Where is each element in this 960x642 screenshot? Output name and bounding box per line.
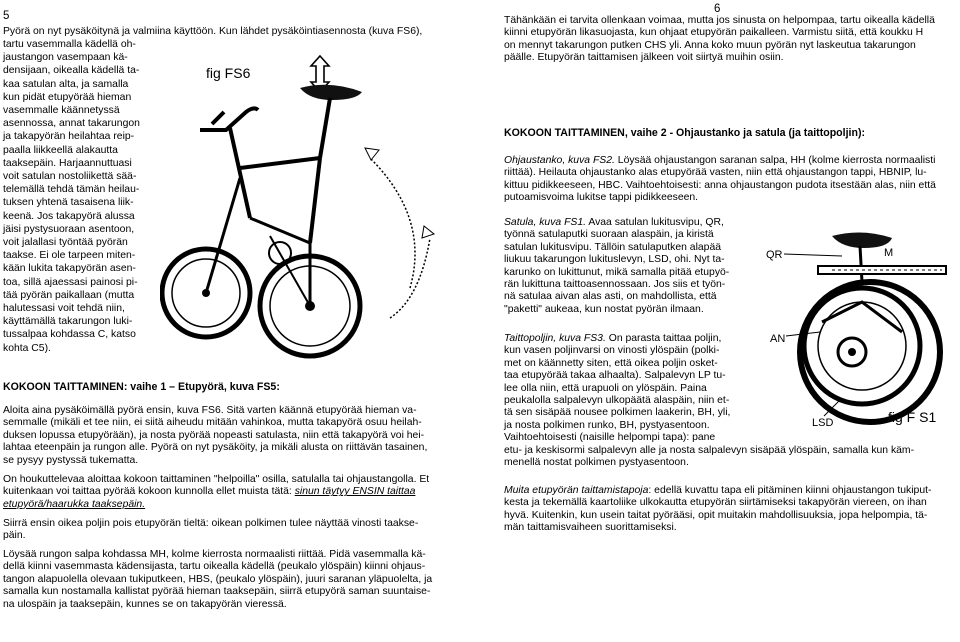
text-line: rän lukittuna taittoasennossaan. Jos siis et työn- [504,279,726,291]
text-line: dellä kiinni vasemmasta kädensijasta, tartu oikealla kädellä (peukalo ylöspäin) kiinni ohjaus- [3,561,426,573]
text-line: päin. [3,530,26,542]
text-line: kun pidät etupyörää hieman [3,91,132,103]
text-line: tä sen sisäpää nousee polkimen laakerin, BH, yli, [504,407,731,419]
text-line: voit jalallasi työntää pyörän [3,237,128,249]
text-line: keenä. Jos takapyörä alussa [3,210,135,222]
text-line: jaustangon vasempaan kä- [3,52,128,64]
text-line: hyvä. Kuitenkin, kun usein taitat pyörääsi, opit muitakin mahdollisuuksia, jopa helpompia, tä- [504,509,928,521]
text-line: etu- ja keskisormi salpalevyn alle ja nosta salpalevyn sisäpää ylöspäin, samalla kun käm- [504,445,915,456]
text-line: met on käännetty siten, että oikea poljin osket- [504,357,718,369]
paragraph-right-pedal [3,518,418,543]
paragraph-line [3,499,429,511]
text-line: työnnä satulaputki suoraan alaspäin, ja kiristä [504,229,714,241]
page-number-left: 5 [3,10,10,22]
figure-label-fs1: fig F S1 [888,409,937,425]
text-line: tartu vasemmalla kädellä oh- [3,39,136,50]
swing-arrow-icon [370,158,415,288]
text-line: jäisi pystysuoraan asentoon, [3,223,135,235]
saddle-icon [300,85,362,100]
heading-step-2: KOKOON TAITTAMINEN, vaihe 2 - Ohjaustanko ja satula (ja taittopoljin): [504,127,865,139]
paragraph-other-methods: Muita etupyörän taittamistapoja: edellä kuvattu tapa eli pitäminen kiinni ohjaustangon tukiput- kesta ja tekemällä kaartoliike ulkokautta etupyörän siirtämiseksi takapyörän viereen, on ihan hyvä. Kuitenkin, kun usein taitat pyörääsi, opit muitakin mahdollisuuksia, jopa helpompia, tä- män taittamisvaiheen suorittamiseksi. [504,485,932,534]
figure-label-fs6: fig FS6 [206,65,251,81]
text-line: kaa satulan alta, ja samalla [3,78,129,90]
text-line: on mennyt takarungon putken CHS yli. Anna koko muun pyörän nyt laskeutua takarungon [504,39,916,51]
text-line: Vaihtoehtoisesti (naisille helpompi tapa): pane [504,432,716,444]
page-number-right: 6 [714,3,721,15]
bike-figure-fs6 [160,48,450,370]
text-line: vasemmalle käännetyssä [3,105,120,117]
paragraph-release-frame [3,549,432,611]
text-line: karunko on lukittunut, mikä samalla pitää etupyö- [504,266,730,278]
text-line: taakse. Ei ole tarpeen miten- [3,250,136,262]
text-line: Siirrä ensin oikea poljin pois etupyörän tieltä: oikean polkimen tulee näyttää vinosti taakse- [3,518,419,529]
paragraph-no-force [504,15,935,65]
subheading-other-methods: Muita etupyörän taittamistapoja [504,485,649,496]
text-line: ja nosta polkimen runko, BH, pystyasentoon. [504,419,710,431]
left-intro-line: Pyörä on nyt pysäköitynä ja valmiina käyttöön. Kun lähdet pysäköintiasennosta (kuva FS6), [3,26,423,37]
text-line: Aloita aina pysäköimällä pyörä ensin, kuva FS6. Sitä varten käännä etupyörää hieman va- [3,405,417,416]
text-line: lahtaa eteenpäin ja rungon alle. Pyörä on nyt pysäköity, ja mikäli alusta on riittävän tasainen, [3,442,428,454]
bike-figure-fs1 [762,222,958,432]
paragraph-handlebar: Ohjaustanko, kuva FS2. Löysää ohjaustangon saranan salpa, HH (kolme kierrosta normaalisti riittää). Heilauta ohjaustanko alas etupyörää vasten, niin että ohjaustangon tappi, HBNIP, lu- kittuu pidikkeeseen, HBC. Vaihtoehtoisesti: anna ohjaustangon pudota itsestään alas, niin että putoamisvoima lukitse tappi pidikkeeseen. [504,155,936,204]
text-line: taaksepäin. Harjaannuttuasi [3,157,132,169]
text-line: käyttämällä takarungon luki- [3,316,133,328]
subheading-saddle: Satula, kuva FS1. [504,217,587,228]
paragraph-pedal-continued [504,445,914,470]
callout-m: M [884,247,894,259]
text-line: asennossa, annat takarungon [3,118,140,130]
text-line: toa, sillä ajaessasi painosi pi- [3,276,138,288]
text-line: tää pyörän paikallaan (mutta [3,289,135,301]
text-line: menellä nostat polkimen pystyasentoon. [504,457,689,469]
text-line: kohta C5). [3,342,51,354]
text-line: taa etupyörää takaa alhaalta). Salpalevyn LP tu- [504,370,726,382]
text-line: satulan lukitusvipu. Tällöin satulaputken alapää [504,241,722,253]
text-line: liukuu takarungon lukituslevyn, LSD, ohi. Nyt ta- [504,254,725,266]
paragraph-park-first [3,405,427,467]
saddle-icon [832,232,892,248]
text-line: kun vasen poljinvarsi on vinosti ylöspäin (polki- [504,345,720,357]
subheading-handlebar: Ohjaustanko, kuva FS2. [504,155,615,166]
text-line: telemällä tehdä tämän heilau- [3,184,140,196]
text-line: päälle. Etupyörän taittamisen jälkeen voit siirtyä muihin osiin. [504,52,784,64]
text-line: duksen lopussa etupyörään), ja nosta pyörää nopeasti satulasta, niin että takapyörä voi hei- [3,429,425,441]
paragraph-pedal: Taittopoljin, kuva FS3. On parasta taittaa poljin, kun vasen poljinvarsi on vinosti ylöspäin (polki- met on käännetty siten, että oikea poljin osket- taa etupyörää takaa alhaalta). Salpalevyn LP tu- lee olla niin, että urapuoli on ylöspäin. Paina peukalolla salpalevyn ulkopäätä alaspäin, niin et- tä sen sisäpää nousee polkimen laakerin, BH, yli, ja nosta polkimen runko, BH, pystyasentoon. Vaihtoehtoisesti (naisille helpompi tapa): pane [504,333,774,445]
paragraph-line: On houkuttelevaa aloittaa kokoon taittaminen "helpoilla" osilla, satulalla tai ohjaustangolla. Et [3,474,430,485]
text-line: män taittamisvaiheen suorittamiseksi. [504,522,677,534]
paragraph-line: kuitenkaan voi taittaa pyörää kokoon kunnolla ellet muista tätä: sinun täytyy ENSIN taittaa [3,486,416,498]
callout-an: AN [770,333,786,345]
text-line: na ulospäin ja taaksepäin, kunnes se on takapyörän vieressä. [3,598,287,610]
text-line: nä satulaa aivan alas asti, on mahdollista, että [504,291,717,303]
text-line: semmalle (mikäli et tee niin, ei siitä aiheudu mitään vahinkoa, mutta takapyörä osuu heilah- [3,417,422,429]
text-line: kiinni etupyörän likasuojasta, kun ohjaat etupyörän paikalleen. Varmistu siitä, että koukku H [504,27,924,39]
paragraph-tempting [3,474,429,511]
text-line: se pysyy pystyssä tukematta. [3,454,139,466]
text-line: tussalpaa kohdassa C, katso [3,329,136,341]
text-line: Löysää rungon salpa kohdassa MH, kolme kierrosta normaalisti riittää. Pidä vasemmalla kä- [3,549,426,560]
text-line: tuksen yhtenä tasaisena liik- [3,197,134,209]
text-line: samalla kun nostamalla kallistat pyörää hieman taaksepäin, siirrä etupyörä saman suuntaise- [3,586,431,598]
text-line: Tähänkään ei tarvita ollenkaan voimaa, mutta jos sinusta on helpompaa, tartu oikealla kädellä [504,15,935,26]
paragraph-saddle: Satula, kuva FS1. Avaa satulan lukitusvipu, QR, työnnä satulaputki suoraan alaspäin, ja kiristä satulan lukitusvipu. Tällöin satulaputken alapää liukuu takarungon lukituslevyn, LSD, ohi. Nyt ta- karunko on lukittunut, mikä samalla pitää etupyö- rän lukittuna taittoasennossaan. Jos siis et työn- nä satulaa aivan alas asti, on mahdollista, että "paketti" aukeaa, kun nostat pyörän ilmaan. [504,217,774,316]
text-line: kesta ja tekemällä kaartoliike ulkokautta etupyörän siirtämiseksi takapyörän viereen, on ihan [504,497,927,509]
subheading-pedal: Taittopoljin, kuva FS3. [504,333,606,344]
handlebar-icon [200,108,258,130]
text-line: lee olla niin, että urapuoli on ylöspäin. Paina [504,382,707,394]
text-line: kään lukita takapyörän asen- [3,263,136,275]
text-line: paalla liikkeellä alakautta [3,144,118,156]
emphasis-underline: etupyörä/haarukka taaksepäin. [3,498,146,510]
callout-qr: QR [766,249,783,261]
heading-step-1: KOKOON TAITTAMINEN: vaihe 1 – Etupyörä, kuva FS5: [3,381,280,393]
text-line: ja takapyörän heilahtaa reip- [3,131,135,143]
text-line: peukalolla salpalevyn ulkopäätä alaspäin, niin et- [504,395,730,407]
text-line: densijaan, oikealla kädellä ta- [3,65,140,77]
emphasis-underline: sinun täytyy ENSIN taittaa [294,486,416,498]
text-line: halutessasi voit tehdä niin, [3,303,125,315]
text-line: "paketti" aukeaa, kun nostat pyörän ilmaan. [504,303,704,315]
text-line: tangon alapuolella olevaan tukiputkeen, HBS, (peukalo ylöspäin), juuri saranan yläpuolelta, ja [3,573,433,585]
text-line: voit satulan nostoliikettä sää- [3,171,137,183]
callout-lsd: LSD [812,417,834,429]
